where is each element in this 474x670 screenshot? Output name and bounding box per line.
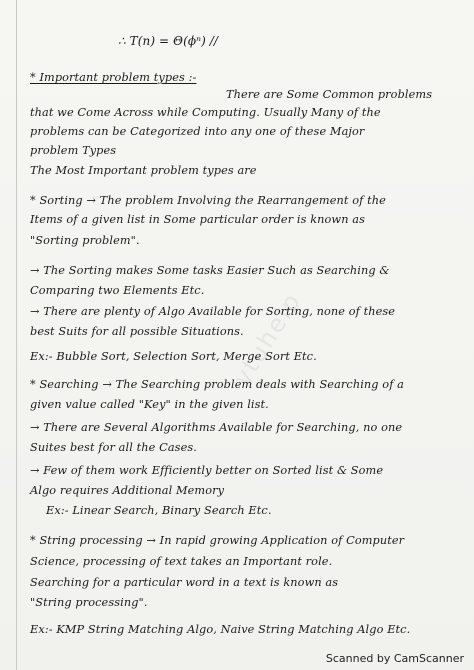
text-line: → There are plenty of Algo Available for Sorting, none of these bbox=[30, 305, 396, 318]
text-line: Items of a given list in Some particular order is known as bbox=[30, 213, 365, 226]
text-line: Suites best for all the Cases. bbox=[30, 441, 197, 454]
text-line: "Sorting problem". bbox=[30, 234, 140, 247]
watermark: vtuhelp bbox=[227, 287, 307, 391]
example-line: Ex:- Linear Search, Binary Search Etc. bbox=[46, 504, 272, 517]
text-line: → Few of them work Efficiently better on Sorted list & Some bbox=[30, 464, 384, 477]
searching-heading: * Searching → The Searching problem deals with Searching of a bbox=[30, 378, 405, 391]
text-line: Science, processing of text takes an Important role. bbox=[30, 555, 333, 568]
text-line: Algo requires Additional Memory bbox=[30, 484, 225, 497]
text-line: Comparing two Elements Etc. bbox=[30, 284, 205, 297]
text-line: → There are Several Algorithms Available for Searching, no one bbox=[30, 421, 403, 434]
text-line: that we Come Across while Computing. Usually Many of the bbox=[30, 106, 381, 119]
sorting-heading: * Sorting → The problem Involving the Rearrangement of the bbox=[30, 194, 386, 207]
text-line: problems can be Categorized into any one of these Major bbox=[30, 125, 365, 138]
string-processing-heading: * String processing → In rapid growing Application of Computer bbox=[30, 534, 405, 547]
text-line: The Most Important problem types are bbox=[30, 164, 257, 177]
text-line: There are Some Common problems bbox=[226, 88, 433, 101]
text-line: "String processing". bbox=[30, 596, 148, 609]
text-line: given value called "Key" in the given list. bbox=[30, 398, 269, 411]
formula-line: ∴ T(n) = Θ(ϕⁿ) // bbox=[118, 34, 219, 48]
scanner-label: Scanned by CamScanner bbox=[325, 652, 464, 665]
heading-important-problem-types: * Important problem types :- bbox=[30, 71, 197, 84]
example-line: Ex:- KMP String Matching Algo, Naive String Matching Algo Etc. bbox=[30, 623, 411, 636]
example-line: Ex:- Bubble Sort, Selection Sort, Merge Sort Etc. bbox=[30, 350, 317, 363]
text-line: → The Sorting makes Some tasks Easier Such as Searching & bbox=[30, 264, 390, 277]
text-line: best Suits for all possible Situations. bbox=[30, 325, 244, 338]
text-line: problem Types bbox=[30, 144, 117, 157]
margin-line bbox=[16, 0, 17, 670]
text-line: Searching for a particular word in a text is known as bbox=[30, 576, 339, 589]
